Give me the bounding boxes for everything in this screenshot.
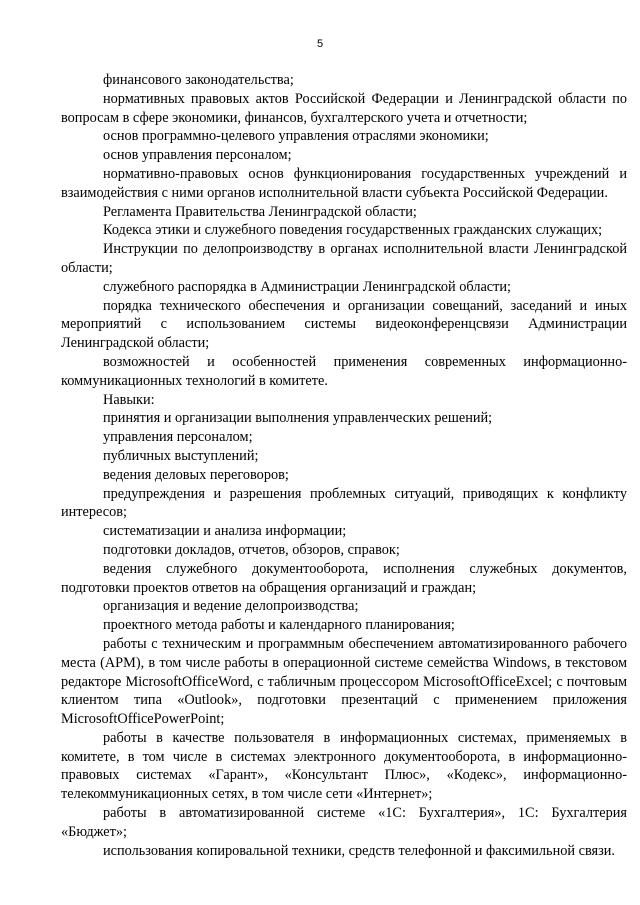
paragraph: проектного метода работы и календарного планирования; xyxy=(103,617,455,634)
paragraph: организация и ведение делопроизводства; xyxy=(103,598,359,615)
paragraph: принятия и организации выполнения управленческих решений; xyxy=(103,410,493,427)
paragraph: возможностей и особенностей применения современных информационно-коммуникационных технологий в комитете. xyxy=(61,353,627,389)
paragraph: подготовки докладов, отчетов, обзоров, справок; xyxy=(103,541,400,558)
paragraph: Кодекса этики и служебного поведения государственных гражданских служащих; xyxy=(103,222,603,239)
paragraph: ведения служебного документооборота, исполнения служебных документов, подготовки проектов ответов на обращения организаций и граждан; xyxy=(61,560,627,596)
paragraph: финансового законодательства; xyxy=(103,72,294,88)
paragraph: нормативно-правовых основ функционирования государственных учреждений и взаимодействия с ними органов исполнительной власти субъекта Российской Федерации. xyxy=(61,165,627,201)
paragraph: Регламента Правительства Ленинградской области; xyxy=(103,203,417,220)
paragraph: использования копировальной техники, средств телефонной и факсимильной связи. xyxy=(103,842,615,859)
document-body xyxy=(61,71,627,860)
paragraph: ведения деловых переговоров; xyxy=(103,466,289,483)
paragraph: работы с техническим и программным обеспечением автоматизированного рабочего места (АРМ), в том числе работы в операционной системе семейства Windows, в текстовом редакторе MicrosoftOfficeWord, с табличным процессором MicrosoftOfficeExcel; с почтовым клиентом типа «Outlook», подготовки презентаций с применением приложения MicrosoftOfficePowerPoint; xyxy=(61,635,627,728)
paragraph: основ управления персоналом; xyxy=(103,147,292,164)
paragraph: работы в автоматизированной системе «1С: Бухгалтерия», 1С: Бухгалтерия «Бюджет»; xyxy=(61,805,627,840)
paragraph: работы в качестве пользователя в информационных системах, применяемых в комитете, в том числе в системах электронного документооборота, в информационно-правовых системах «Гарант», «Консультант Плюс», «Кодекс», информационно-телекоммуникационных сетях, в том числе сети «Интернет»; xyxy=(61,729,627,803)
paragraph: порядка технического обеспечения и организации совещаний, заседаний и иных мероприятий с использованием системы видеоконференцсвязи Администрации Ленинградской области; xyxy=(61,297,627,352)
paragraph: нормативных правовых актов Российской Федерации и Ленинградской области по вопросам в сфере экономики, финансов, бухгалтерского учета и отчетности; xyxy=(61,90,627,126)
paragraph: основ программно-целевого управления отраслями экономики; xyxy=(103,128,489,145)
page-number: 5 xyxy=(316,38,324,50)
paragraph: систематизации и анализа информации; xyxy=(103,523,347,540)
paragraph: предупреждения и разрешения проблемных ситуаций, приводящих к конфликту интересов; xyxy=(61,485,627,521)
paragraph: публичных выступлений; xyxy=(103,447,259,464)
section-heading-skills: Навыки: xyxy=(103,391,155,408)
paragraph: управления персоналом; xyxy=(103,429,253,446)
paragraph: служебного распорядка в Администрации Ленинградской области; xyxy=(103,278,512,295)
paragraph: Инструкции по делопроизводству в органах исполнительной власти Ленинградской области; xyxy=(61,241,627,276)
